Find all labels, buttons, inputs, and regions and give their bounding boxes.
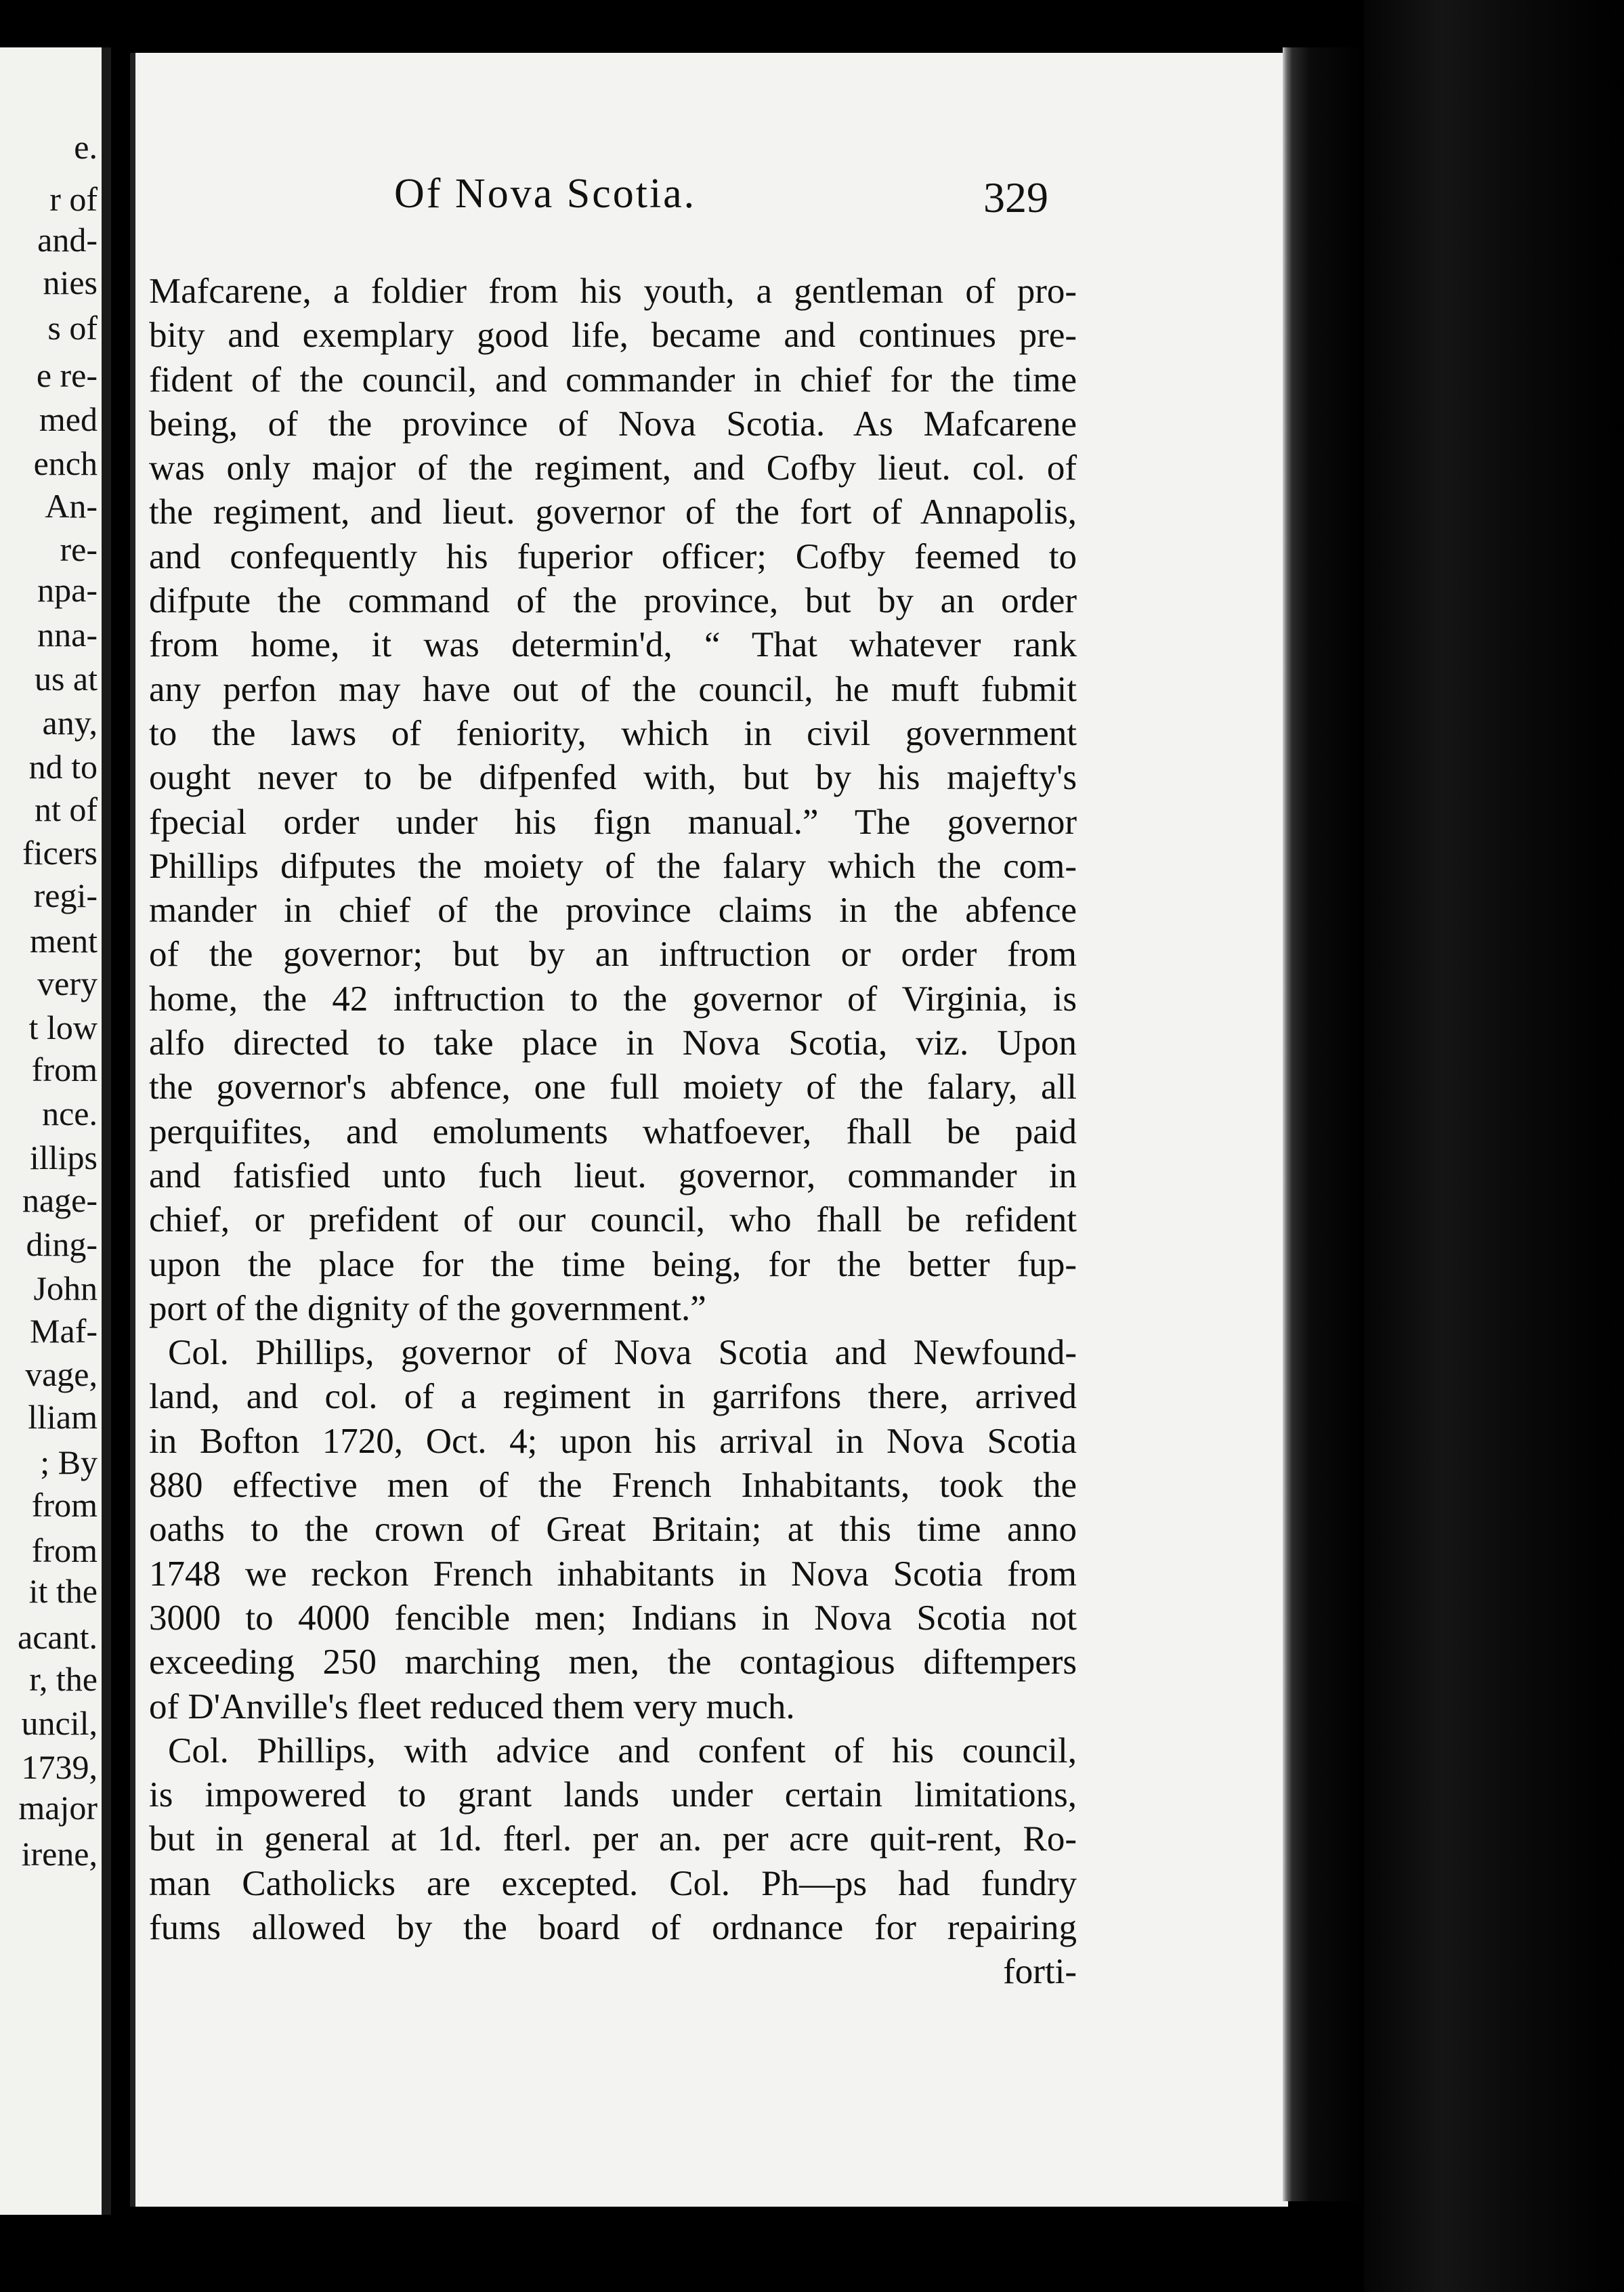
text-line: ought never to be difpenfed with, but by his majefty's xyxy=(149,758,1077,798)
text-line: land, and col. of a regiment in garrifons there, arrived xyxy=(149,1377,1077,1417)
text-line: Mafcarene, a foldier from his youth, a gentleman of pro- xyxy=(149,272,1077,311)
left-page-line: acant. xyxy=(18,1618,98,1656)
left-page-line: regi- xyxy=(33,876,98,914)
left-page-line: ; By xyxy=(40,1443,98,1481)
text-line: difpute the command of the province, but by an order xyxy=(149,581,1077,621)
left-page-line: lliam xyxy=(28,1398,98,1436)
left-page-line: very xyxy=(37,964,98,1002)
text-line: was only major of the regiment, and Cofby lieut. col. of xyxy=(149,448,1077,488)
left-page-line: nage- xyxy=(22,1181,98,1219)
left-page-line: ment xyxy=(30,922,98,960)
left-page-line: ficers xyxy=(22,834,98,872)
text-line: mander in chief of the province claims in the abfence xyxy=(149,891,1077,931)
left-page-line: r of xyxy=(49,180,98,218)
text-line: from home, it was determin'd, “ That whatever rank xyxy=(149,625,1077,665)
previous-page-edge xyxy=(0,47,111,2215)
text-line: alfo directed to take place in Nova Scotia, viz. Upon xyxy=(149,1023,1077,1063)
text-line: 1748 we reckon French inhabitants in Nova Scotia from xyxy=(149,1554,1077,1594)
left-page-line: major xyxy=(18,1789,98,1827)
book-page xyxy=(130,53,1288,2207)
text-line: the governor's abfence, one full moiety of the falary, all xyxy=(149,1067,1077,1107)
text-line: but in general at 1d. fterl. per an. per acre quit-rent, Ro- xyxy=(149,1819,1077,1859)
running-title: Of Nova Scotia. xyxy=(394,171,697,217)
text-line: Col. Phillips, with advice and confent of his council, xyxy=(168,1731,1077,1770)
left-page-line: s of xyxy=(47,309,98,347)
left-page-line: nd to xyxy=(28,748,98,786)
left-page-line: t low xyxy=(28,1009,98,1046)
left-page-line: ding- xyxy=(26,1225,98,1263)
text-line: 880 effective men of the French Inhabitants, took the xyxy=(149,1466,1077,1506)
text-line: port of the dignity of the government.” xyxy=(149,1288,706,1328)
left-page-line: ench xyxy=(33,444,98,482)
left-page-line: vage, xyxy=(25,1355,98,1393)
left-page-line: nna- xyxy=(37,616,98,654)
left-page-line: nce. xyxy=(42,1095,98,1132)
text-line: being, of the province of Nova Scotia. As Mafcarene xyxy=(149,404,1077,444)
left-page-line: and- xyxy=(37,221,98,259)
text-line: upon the place for the time being, for the better fup- xyxy=(149,1244,1077,1284)
left-page-line: re- xyxy=(60,530,98,568)
left-page-line: uncil, xyxy=(21,1704,98,1742)
text-line: of the governor; but by an inftruction or order from xyxy=(149,935,1077,975)
text-line: in Bofton 1720, Oct. 4; upon his arrival in Nova Scotia xyxy=(149,1421,1077,1461)
page-number: 329 xyxy=(983,173,1048,221)
text-line: fums allowed by the board of ordnance for repairing xyxy=(149,1907,1077,1947)
dark-background xyxy=(1364,0,1624,2292)
left-page-line: any, xyxy=(42,704,98,742)
text-line: and confequently his fuperior officer; Cofby feemed to xyxy=(149,536,1077,576)
left-page-line: from xyxy=(31,1531,98,1569)
text-line: fpecial order under his fign manual.” The governor xyxy=(149,802,1077,842)
left-page-line: us at xyxy=(34,660,98,698)
text-line: 3000 to 4000 fencible men; Indians in Nova Scotia not xyxy=(149,1598,1077,1638)
left-page-line: illips xyxy=(29,1139,98,1176)
text-line: is impowered to grant lands under certain limitations, xyxy=(149,1775,1077,1815)
left-page-line: 1739, xyxy=(21,1748,98,1786)
left-page-line: from xyxy=(31,1486,98,1524)
left-page-line: e re- xyxy=(36,356,98,394)
catchword: forti- xyxy=(1003,1952,1077,1992)
body-text xyxy=(149,270,1077,1995)
text-line: man Catholicks are excepted. Col. Ph—ps had fundry xyxy=(149,1863,1077,1903)
left-page-line: nt of xyxy=(34,790,98,828)
left-page-line: An- xyxy=(45,487,98,525)
left-page-line: from xyxy=(31,1050,98,1088)
left-page-line: med xyxy=(39,400,98,438)
text-line: and fatisfied unto fuch lieut. governor, commander in xyxy=(149,1155,1077,1195)
left-page-line: John xyxy=(33,1269,98,1307)
text-line: Col. Phillips, governor of Nova Scotia and Newfound- xyxy=(168,1333,1077,1373)
left-page-line: Maf- xyxy=(30,1312,98,1350)
left-page-line: nies xyxy=(43,263,98,301)
text-line: chief, or prefident of our council, who fhall be refident xyxy=(149,1200,1077,1240)
text-line: fident of the council, and commander in chief for the time xyxy=(149,360,1077,400)
text-line: Phillips difputes the moiety of the falary which the com- xyxy=(149,846,1077,886)
page-fore-edge xyxy=(1283,47,1364,2201)
text-line: oaths to the crown of Great Britain; at this time anno xyxy=(149,1510,1077,1550)
text-line: the regiment, and lieut. governor of the fort of Annapolis, xyxy=(149,492,1077,532)
left-page-line: r, the xyxy=(29,1660,98,1698)
text-line: bity and exemplary good life, became and continues pre- xyxy=(149,316,1077,356)
text-line: to the laws of feniority, which in civil government xyxy=(149,713,1077,753)
text-line: of D'Anville's fleet reduced them very much. xyxy=(149,1686,795,1726)
text-line: perquifites, and emoluments whatfoever, fhall be paid xyxy=(149,1111,1077,1151)
left-page-line: irene, xyxy=(21,1835,98,1873)
left-page-line: e. xyxy=(74,128,98,166)
text-line: exceeding 250 marching men, the contagious diftempers xyxy=(149,1642,1077,1682)
text-line: any perfon may have out of the council, he muft fubmit xyxy=(149,669,1077,709)
left-page-line: it the xyxy=(28,1572,98,1610)
text-line: home, the 42 inftruction to the governor of Virginia, is xyxy=(149,979,1077,1019)
left-page-line: npa- xyxy=(37,571,98,609)
